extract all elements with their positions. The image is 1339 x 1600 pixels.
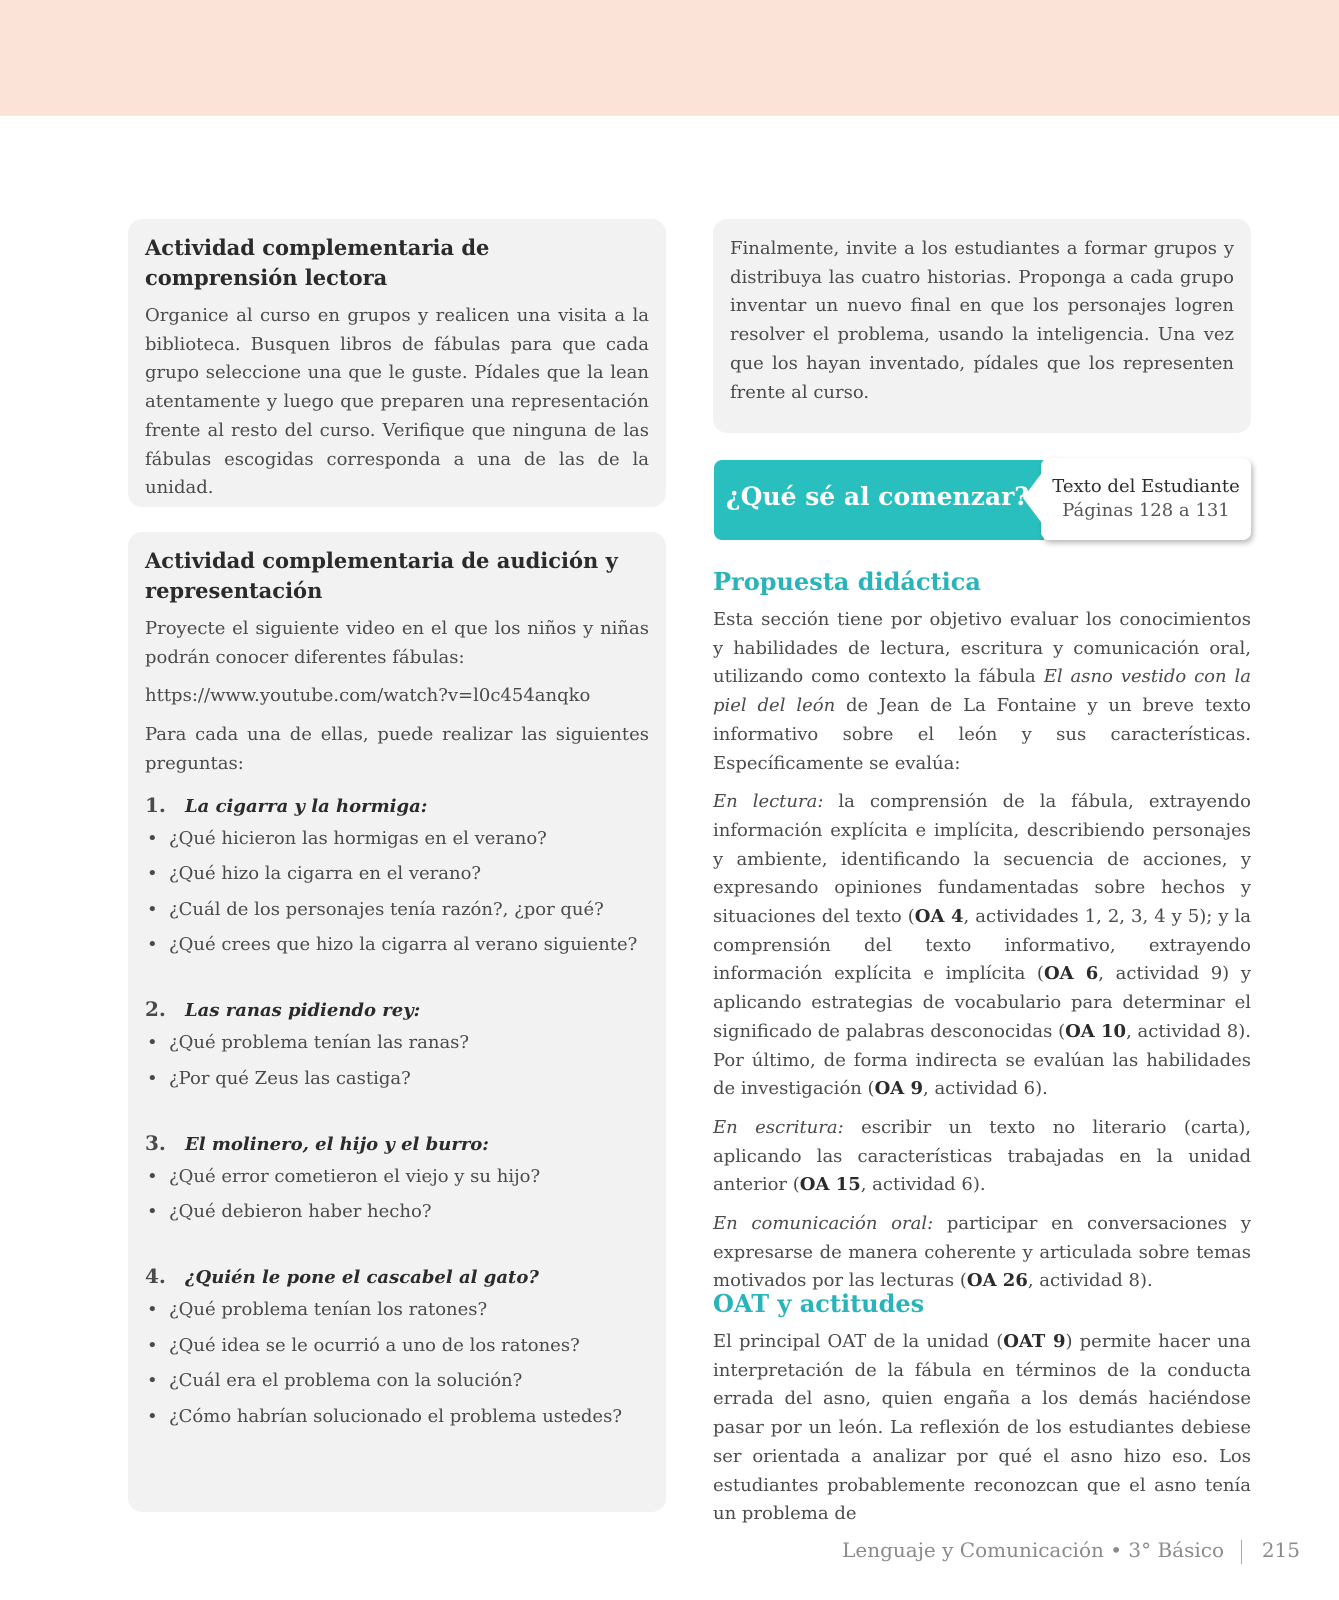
box-lead: Para cada una de ellas, puede realizar las siguientes preguntas: — [145, 724, 649, 774]
paragraph-reading: En lectura: la comprensión de la fábula, extrayendo información explícita e implícita, describiendo personajes y ambiente, identificando la secuencia de acciones, y expresando opiniones fundamentadas sobre hechos y situaciones del texto (OA 4, actividades 1, 2, 3, 4 y 5); y la comprensión del texto informativo, extrayendo información explícita e implícita (OA 6, actividad 9) y aplicando estrategias de vocabulario para determinar el significado de palabras desconocidas (OA 10, actividad 8). Por último, de forma indirecta se evalúan las habilidades de investigación (OA 9, actividad 6). — [713, 791, 1252, 1100]
question-item: • ¿Qué problema tenían las ranas? — [145, 1029, 649, 1057]
reference-card — [1041, 458, 1251, 540]
group-number: 3. — [145, 1130, 166, 1155]
question-item: • ¿Cuál era el problema con la solución? — [145, 1367, 649, 1395]
paragraph: Esta sección tiene por objetivo evaluar los conocimientos y habilidades de lectura, escritura y comunicación oral, utilizando como contexto la fábula El asno vestido con la piel del león de Jean de La Fontaine y un breve texto informativo sobre el león y sus características. Específicamente se evalúa: — [713, 609, 1252, 774]
paragraph: El principal OAT de la unidad (OAT 9) permite hacer una interpretación de la fábula en términos de la conducta errada del asno, quien engaña a los demás haciéndose pasar por un león. La reflexión de los estudiantes debiese ser orientada a analizar por qué el asno hizo eso. Los estudiantes probablemente reconozcan que el asno tenía un problema de — [713, 1331, 1251, 1525]
paragraph-writing: En escritura: escribir un texto no literario (carta), aplicando las características trabajadas en la unidad anterior (OA 15, actividad 6). — [713, 1116, 1252, 1196]
question-item: • ¿Qué crees que hizo la cigarra al verano siguiente? — [145, 931, 649, 959]
question-item: • ¿Qué problema tenían los ratones? — [145, 1296, 649, 1324]
question-item: • ¿Por qué Zeus las castiga? — [145, 1065, 649, 1093]
page-number: 215 — [1261, 1538, 1300, 1562]
activity-box-final — [713, 219, 1251, 433]
paragraph-oral: En comunicación oral: participar en conversaciones y expresarse de manera coherente y articulada sobre temas motivados por las lecturas (OA 26, actividad 8). — [713, 1213, 1251, 1292]
footer-divider — [1241, 1540, 1242, 1564]
group-number: 4. — [145, 1264, 166, 1289]
oat-section — [713, 1288, 1251, 1529]
box-title: Actividad complementaria de comprensión lectora — [145, 235, 490, 290]
question-item: • ¿Cuál de los personajes tenía razón?, ¿por qué? — [145, 896, 649, 924]
fable-group-2 — [145, 995, 649, 1093]
propuesta-section — [713, 566, 1251, 1296]
question-item: • ¿Qué idea se le ocurrió a uno de los ratones? — [145, 1332, 649, 1360]
question-item: • ¿Cómo habrían solucionado el problema ustedes? — [145, 1403, 649, 1431]
section-heading: Propuesta didáctica — [713, 567, 981, 596]
box-text: Organice al curso en grupos y realicen una visita a la biblioteca. Busquen libros de fábulas para que cada grupo seleccione una que le guste. Pídales que la lean atentamente y luego que preparen una representación frente al resto del curso. Verifique que ninguna de las fábulas escogidas corresponda a una de las de la unidad. — [145, 305, 649, 499]
fable-group-3 — [145, 1129, 649, 1227]
group-title: Las ranas pidiendo rey: — [185, 1000, 421, 1022]
group-number: 2. — [145, 997, 166, 1022]
banner-label-bg — [714, 460, 1044, 540]
section-heading: OAT y actitudes — [713, 1289, 925, 1318]
group-title: ¿Quién le pone el cascabel al gato? — [185, 1267, 539, 1289]
group-title: La cigarra y la hormiga: — [185, 795, 428, 817]
box-text: Finalmente, invite a los estudiantes a formar grupos y distribuya las cuatro historias. Proponga a cada grupo inventar un nuevo final en que los personajes logren resolver el problema, usando la inteligencia. Una vez que los hayan inventado, pídales que los representen frente al curso. — [730, 238, 1234, 403]
activity-box-listening — [128, 532, 666, 1512]
question-item: • ¿Qué hizo la cigarra en el verano? — [145, 860, 649, 888]
activity-box-reading — [128, 219, 666, 507]
footer-subject: Lenguaje y Comunicación • 3° Básico — [842, 1538, 1224, 1562]
section-banner — [714, 460, 1251, 540]
group-title: El molinero, el hijo y el burro: — [185, 1133, 489, 1155]
page-footer — [842, 1538, 1300, 1568]
reference-pages: Páginas 128 a 131 — [1062, 500, 1230, 521]
top-color-band — [0, 0, 1339, 116]
question-item: • ¿Qué error cometieron el viejo y su hijo? — [145, 1163, 649, 1191]
video-link[interactable]: https://www.youtube.com/watch?v=l0c454anqko — [145, 685, 591, 707]
box-intro: Proyecte el siguiente video en el que los niños y niñas podrán conocer diferentes fábulas: — [145, 618, 649, 668]
question-item: • ¿Qué debieron haber hecho? — [145, 1198, 649, 1226]
box-title: Actividad complementaria de audición y representación — [145, 548, 618, 603]
reference-book: Texto del Estudiante — [1052, 476, 1240, 497]
fable-group-4 — [145, 1262, 649, 1431]
banner-title: ¿Qué sé al comenzar? — [726, 482, 1029, 511]
group-number: 1. — [145, 792, 166, 817]
fable-group-1 — [145, 791, 649, 960]
question-item: • ¿Qué hicieron las hormigas en el verano? — [145, 825, 649, 853]
